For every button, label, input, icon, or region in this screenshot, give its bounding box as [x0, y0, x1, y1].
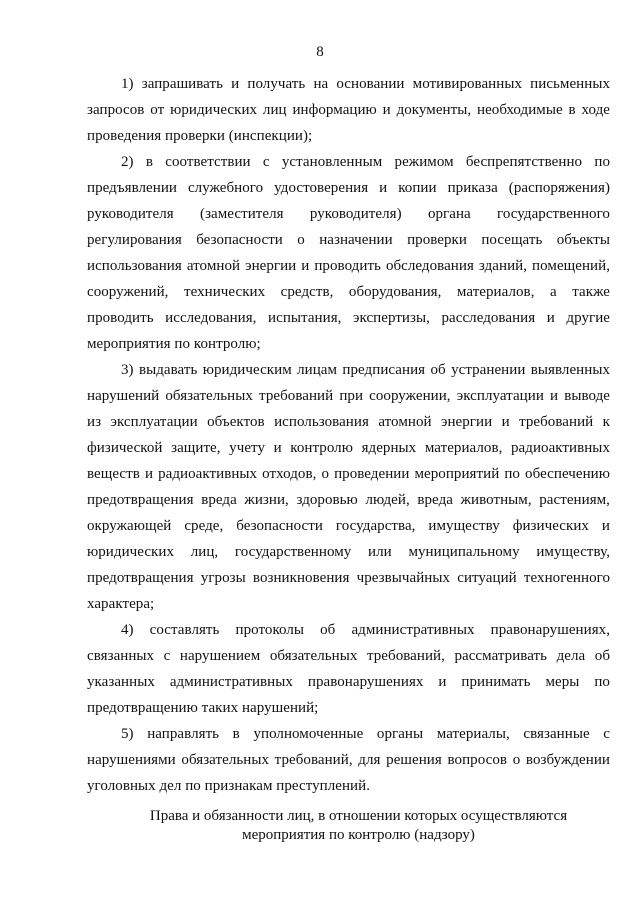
paragraph-item-2: 2) в соответствии с установленным режимом беспрепятственно по предъявлении служебного удостоверения и копии приказа (распоряжения) руководителя (заместителя руководителя) органа государственного регулирования безопасности о назначении проверки посещать объекты использования атомной энергии и проводить обследования зданий, помещений, сооружений, технических средств, оборудования, материалов, а также проводить исследования, испытания, экспертизы, расследования и другие мероприятия по контролю; [87, 154, 610, 352]
page-number: 8 [316, 44, 324, 60]
paragraph-item-5: 5) направлять в уполномоченные органы материалы, связанные с нарушениями обязательных требований, для решения вопросов о возбуждении уголовных дел по признакам преступлений. [87, 726, 610, 794]
section-heading-line-2: мероприятия по контролю (надзору) [242, 827, 475, 843]
paragraph-item-1: 1) запрашивать и получать на основании мотивированных письменных запросов от юридических лиц информацию и документы, необходимые в ходе проведения проверки (инспекции); [87, 76, 610, 144]
section-heading [87, 807, 610, 845]
paragraph-item-3: 3) выдавать юридическим лицам предписания об устранении выявленных нарушений обязательных требований при сооружении, эксплуатации и выводе из эксплуатации объектов использования атомной энергии и требований к физической защите, учету и контролю ядерных материалов, радиоактивных веществ и радиоактивных отходов, о проведении мероприятий по обеспечению предотвращения вреда жизни, здоровью людей, вреда животным, растениям, окружающей среде, безопасности государства, имуществу физических и юридических лиц, государственному или муниципальному имуществу, предотвращения угрозы возникновения чрезвычайных ситуаций техногенного характера; [87, 362, 610, 612]
section-heading-line-1: Права и обязанности лиц, в отношении которых осуществляются [149, 808, 568, 824]
paragraph-item-4: 4) составлять протоколы об административных правонарушениях, связанных с нарушением обязательных требований, рассматривать дела об указанных административных правонарушениях и принимать меры по предотвращению таких нарушений; [87, 622, 610, 716]
page-content [87, 71, 610, 845]
